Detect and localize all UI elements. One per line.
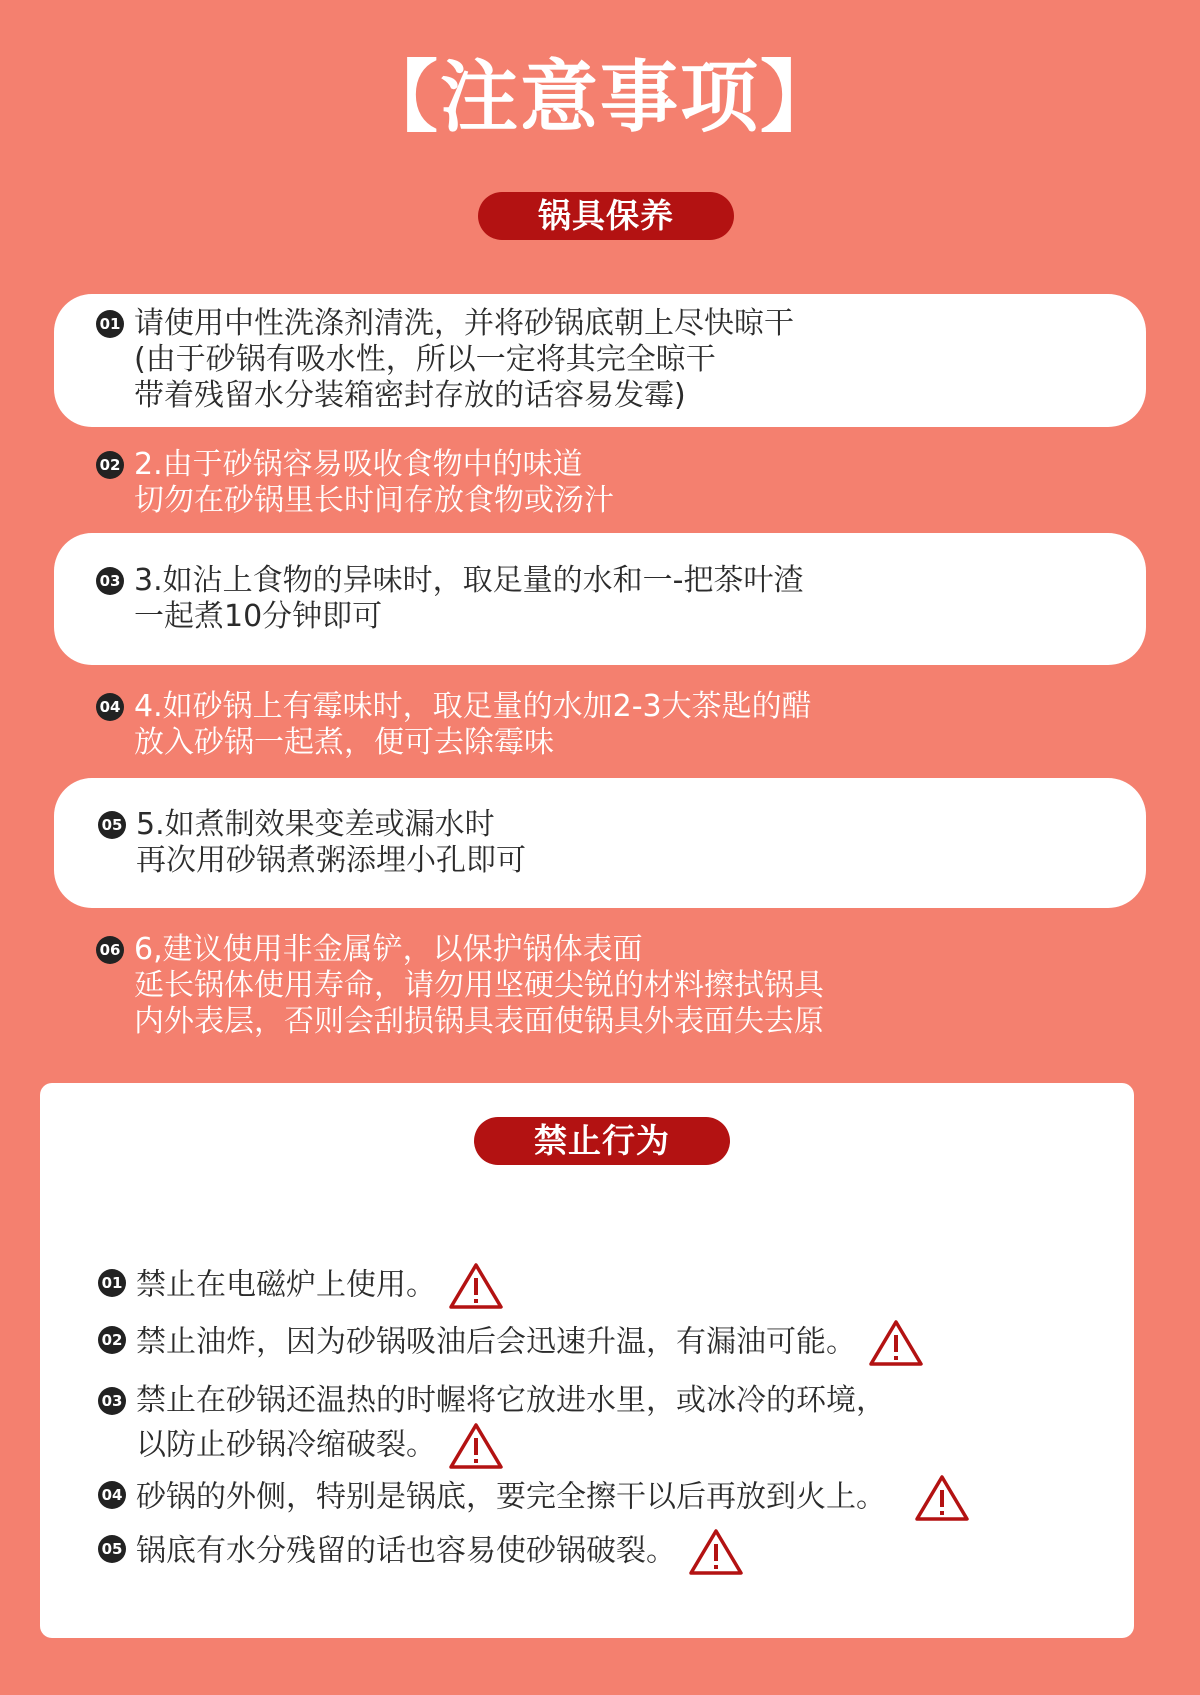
forbidden-section-pill: 禁止行为 <box>474 1117 730 1165</box>
number-badge: 05 <box>98 1535 126 1563</box>
care-item-text: 内外表层，否则会刮损锅具表面使锅具外表面失去原 <box>134 1004 824 1039</box>
care-section-pill: 锅具保养 <box>478 192 734 240</box>
number-badge: 02 <box>96 451 124 479</box>
care-item-text: 3.如沾上食物的异味时，取足量的水和一-把茶叶渣 <box>134 563 804 598</box>
number-badge: 01 <box>96 310 124 338</box>
forbidden-item-text: 以防止砂锅冷缩破裂。 <box>136 1427 436 1463</box>
forbidden-item-text: 禁止在电磁炉上使用。 <box>136 1267 436 1303</box>
number-badge: 06 <box>96 936 124 964</box>
forbidden-item-text: 禁止在砂锅还温热的时幄将它放进水里，或冰冷的环境， <box>136 1383 886 1418</box>
forbidden-item-3 <box>98 1380 886 1470</box>
care-item-4 <box>96 689 812 761</box>
number-badge: 04 <box>96 693 124 721</box>
number-badge: 03 <box>96 567 124 595</box>
forbidden-item-2 <box>98 1319 924 1367</box>
care-item-text: (由于砂锅有吸水性，所以一定将其完全晾干 <box>134 342 716 377</box>
warning-triangle-icon <box>448 1262 504 1310</box>
page-title: 【注意事项】 <box>359 53 840 143</box>
warning-triangle-icon <box>868 1319 924 1367</box>
care-item-text: 切勿在砂锅里长时间存放食物或汤汁 <box>134 483 614 518</box>
forbidden-item-text: 砂锅的外侧，特别是锅底，要完全擦干以后再放到火上。 <box>136 1479 886 1515</box>
care-item-text: 2.由于砂锅容易吸收食物中的味道 <box>134 447 583 482</box>
care-item-6 <box>96 932 824 1040</box>
care-item-5 <box>98 807 526 879</box>
warning-triangle-icon <box>914 1474 970 1522</box>
forbidden-item-text: 锅底有水分残留的话也容易使砂锅破裂。 <box>136 1533 676 1569</box>
forbidden-item-1 <box>98 1262 504 1310</box>
warning-triangle-icon <box>688 1528 744 1576</box>
care-item-text: 延长锅体使用寿命，请勿用坚硬尖锐的材料擦拭锅具 <box>134 968 824 1003</box>
number-badge: 04 <box>98 1481 126 1509</box>
care-item-text: 4.如砂锅上有霉味时，取足量的水加2-3大茶匙的醋 <box>134 689 812 724</box>
forbidden-item-text: 禁止油炸，因为砂锅吸油后会迅速升温，有漏油可能。 <box>136 1324 856 1360</box>
number-badge: 02 <box>98 1326 126 1354</box>
number-badge: 01 <box>98 1269 126 1297</box>
warning-triangle-icon <box>448 1422 504 1470</box>
care-item-text: 一起煮10分钟即可 <box>134 599 383 634</box>
care-item-1 <box>96 306 794 414</box>
care-item-3 <box>96 563 803 635</box>
number-badge: 05 <box>98 811 126 839</box>
care-item-text: 6,建议使用非金属铲，以保护锅体表面 <box>134 932 643 967</box>
care-item-text: 请使用中性洗涤剂清洗，并将砂锅底朝上尽快晾干 <box>134 306 794 341</box>
care-item-text: 再次用砂锅煮粥添埋小孔即可 <box>136 843 526 878</box>
care-item-text: 放入砂锅一起煮，便可去除霉味 <box>134 725 554 760</box>
care-item-text: 带着残留水分装箱密封存放的话容易发霉) <box>134 378 686 413</box>
forbidden-item-5 <box>98 1528 744 1576</box>
care-item-text: 5.如煮制效果变差或漏水时 <box>136 807 495 842</box>
care-item-2 <box>96 447 614 519</box>
number-badge: 03 <box>98 1387 126 1415</box>
forbidden-item-4 <box>98 1474 970 1522</box>
